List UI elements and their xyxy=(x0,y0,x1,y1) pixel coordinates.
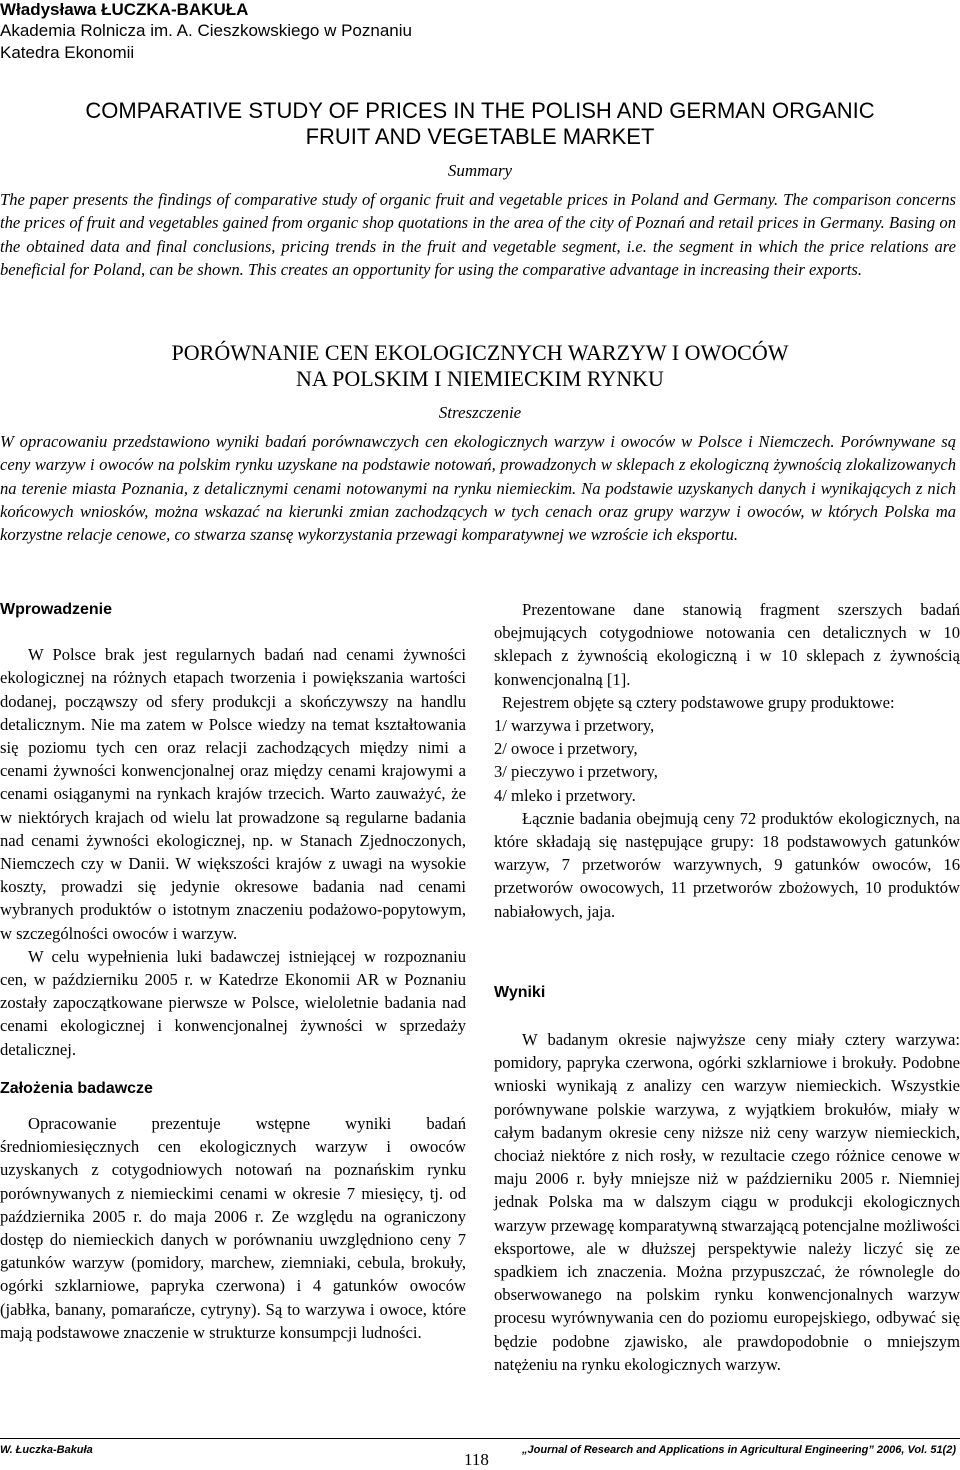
page-number: 118 xyxy=(464,1450,489,1469)
heading-assumptions: Założenia badawcze xyxy=(0,1079,153,1097)
right-paragraph-3: Łącznie badania obejmują ceny 72 produktów ekologicznych, na które składają się następujące grupy: 18 podstawowych gatunków warzyw, 7 przetworów warzywnych, 9 gatunków owoców, 16 przetworów owocowych, 11 przetworów zbożowych, 10 produktów nabiałowych, jaja. xyxy=(494,808,960,921)
left-column xyxy=(0,598,466,1344)
footer-rule xyxy=(0,1438,960,1439)
results-paragraph: W badanym okresie najwyższe ceny miały cztery warzywa: pomidory, papryka czerwona, ogórki szklarniowe i brokuły. Podobne wnioski wynikają z analizy cen warzyw niemieckich. Wszystkie porównywane polskie warzywa, z wyjątkiem brokułów, miały w całym badanym okresie ceny niższe niż ceny warzyw niemieckich, chociaż niektóre z nich rosły, w rezultacie czego różnice cenowe w maju 2006 r. były mniejsze niż w październiku 2005 r. Niemniej jednak Polska ma w dalszym ciągu w produkcji ekologicznych warzyw przewagę komparatywną stwarzającą potencjalne możliwości eksportowe, ale w dłuższej perspektywie należy liczyć się ze spadkiem ich znaczenia. Można przypuszczać, że równolegle do obserwowanego na polskim rynku konwencjonalnych warzyw procesu wyrównywania cen do poziomu europejskiego, odbywać się będzie podobne zjawisko, ale prawdopodobnie o mniejszym natężeniu na rynku ekologicznych warzyw. xyxy=(494,1030,960,1374)
list-item: 3/ pieczywo i przetwory, xyxy=(494,762,658,782)
english-title-line-1: COMPARATIVE STUDY OF PRICES IN THE POLISH AND GERMAN ORGANIC xyxy=(85,98,875,123)
polish-abstract: W opracowaniu przedstawiono wyniki badań porównawczych cen ekologicznych warzyw i owoców w Polsce i Niemczech. Porównywane są ceny warzyw i owoców na polskim rynku uzyskane na podstawie notowań, prowadzonych w sklepach z ekologiczną żywnością zlokalizowanych na terenie miasta Poznania, z detalicznymi cenami notowanymi na rynku niemieckim. Na podstawie uzyskanych danych i wynikających z nich końcowych wniosków, można wskazać na kierunki zmian zachodzących w tych cenach oraz grupy warzyw i owoców, w których Polska ma korzystne relacje cenowe, co stwarza szansę wykorzystania przewagi komparatywnej we wzroście ich eksportu. xyxy=(0,432,956,545)
product-groups-list xyxy=(494,714,960,807)
english-title-line-2: FRUIT AND VEGETABLE MARKET xyxy=(305,124,655,149)
right-paragraph-2: Rejestrem objęte są cztery podstawowe grupy produktowe: xyxy=(502,692,895,712)
intro-paragraph-2: W celu wypełnienia luki badawczej istniejącej w rozpoznaniu cen, w październiku 2005 r. w Katedrze Ekonomii AR w Poznaniu zostały zapoczątkowane pierwsze w Polsce, wieloletnie badania nad cenami ekologicznej i konwencjonalnej żywności w sprzedaży detalicznej. xyxy=(0,946,466,1059)
polish-title-line-1: PORÓWNANIE CEN EKOLOGICZNYCH WARZYW I OWOCÓW xyxy=(171,340,789,365)
affiliation-university: Akademia Rolnicza im. A. Cieszkowskiego w Poznaniu xyxy=(0,21,412,40)
streszczenie-label: Streszczenie xyxy=(438,403,522,422)
summary-label: Summary xyxy=(447,161,513,180)
list-item: 2/ owoce i przetwory, xyxy=(494,739,638,759)
footer-journal: „Journal of Research and Applications in Agricultural Engineering” 2006, Vol. 51(2) xyxy=(522,1444,956,1456)
list-item: 1/ warzywa i przetwory, xyxy=(494,716,655,736)
english-abstract: The paper presents the findings of comparative study of organic fruit and vegetable prices in Poland and Germany. The comparison concerns the prices of fruit and vegetables gained from organic shop quotations in the area of the city of Poznań and retail prices in Germany. Basing on the obtained data and final conclusions, pricing trends in the fruit and vegetable segment, i.e. the segment in which the price relations are beneficial for Poland, can be shown. This creates an opportunity for using the comparative advantage in increasing their exports. xyxy=(0,190,956,279)
heading-introduction: Wprowadzenie xyxy=(0,601,113,618)
polish-title-line-2: NA POLSKIM I NIEMIECKIM RYNKU xyxy=(296,366,664,391)
footer-author: W. Łuczka-Bakuła xyxy=(0,1444,93,1456)
list-item: 4/ mleko i przetwory. xyxy=(494,785,636,805)
author-name: Władysława ŁUCZKA-BAKUŁA xyxy=(0,0,249,19)
right-paragraph-1: Prezentowane dane stanowią fragment szerszych badań obejmujących cotygodniowe notowania cen detalicznych w 10 sklepach z żywnością ekologiczną i w 10 sklepach z żywnością konwencjonalną [1]. xyxy=(494,600,960,689)
heading-results: Wyniki xyxy=(494,983,546,1001)
assumptions-paragraph: Opracowanie prezentuje wstępne wyniki badań średniomiesięcznych cen ekologicznych warzyw i owoców uzyskanych z cotygodniowych notowań na poznańskim rynku porównywanych z niemieckimi cenami w okresie 7 miesięcy, tj. od października 2005 r. do maja 2006 r. Ze względu na ograniczony dostęp do niemieckich danych w porównaniu uwzględniono ceny 7 gatunków warzyw (pomidory, marchew, ziemniaki, cebula, brokuły, ogórki szklarniowe, papryka czerwona) i 4 gatunków owoców (jabłka, banany, pomarańcze, cytryny). Są to warzywa i owoce, które mają podstawowe znaczenie w strukturze konsumpcji ludności. xyxy=(0,1114,466,1342)
affiliation-department: Katedra Ekonomii xyxy=(0,43,135,62)
right-column xyxy=(494,598,960,1376)
intro-paragraph-1: W Polsce brak jest regularnych badań nad cenami żywności ekologicznej na różnych etapach tworzenia i powiększania wartości dodanej, począwszy od sfery produkcji a skończywszy na handlu detalicznym. Nie ma zatem w Polsce wiedzy na temat kształtowania się poziomu tych cen oraz relacji zachodzących między nimi a cenami żywności konwencjonalnej oraz między cenami krajowymi a cenami osiąganymi na rynkach krajów trzecich. Warto zauważyć, że w niektórych krajach od wielu lat prowadzone są regularne badania nad cenami żywności ekologicznej, np. w Stanach Zjednoczonych, Niemczech czy w Danii. W większości krajów z uwagi na wysokie koszty, prowadzi się jedynie okresowe badania nad cenami wybranych produktów o istotnym znaczeniu podażowo-popytowym, w szczególności owoców i warzyw. xyxy=(0,645,466,943)
